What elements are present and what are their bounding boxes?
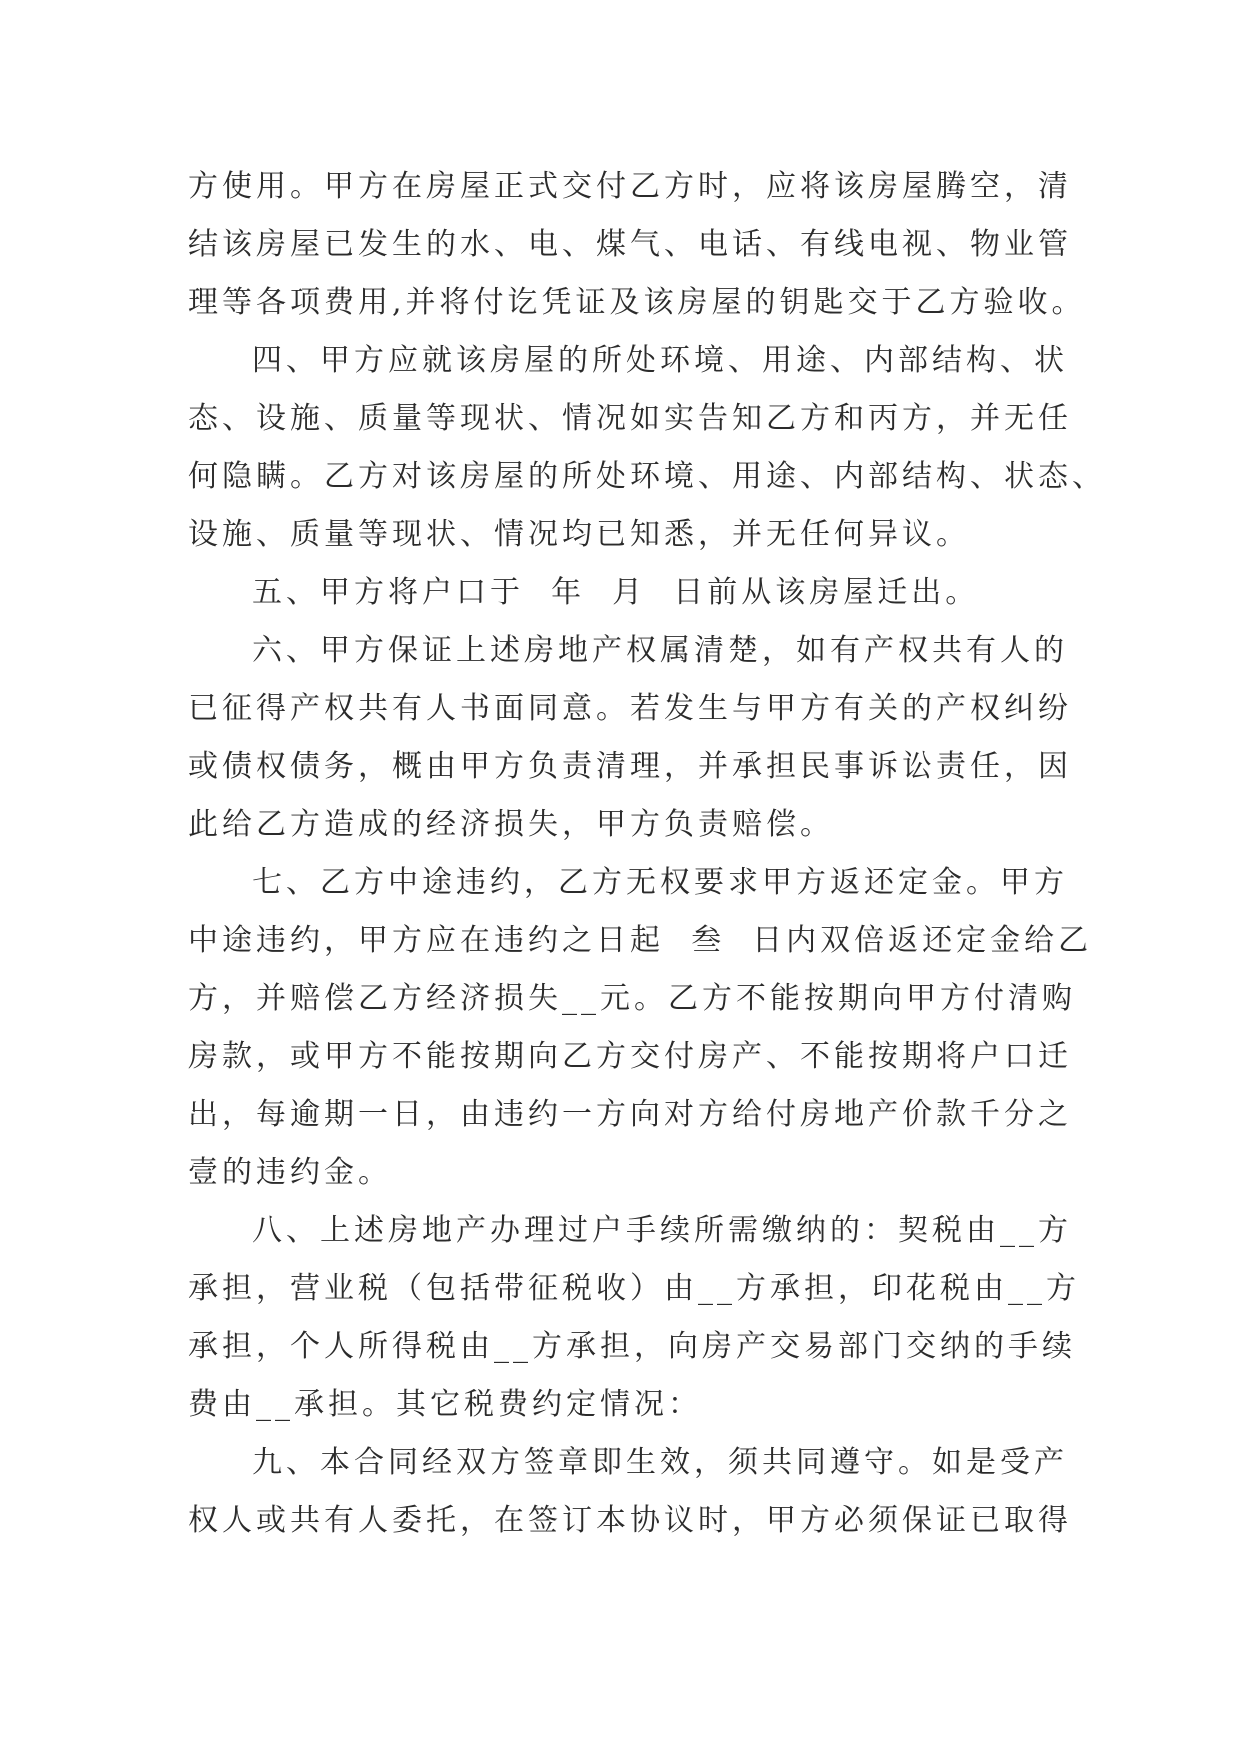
- text-line: 或债权债务，概由甲方负责清理，并承担民事诉讼责任，因: [188, 749, 1072, 784]
- paragraph-clause-9: [188, 1434, 1072, 1550]
- text-line: 承担，个人所得税由__方承担，向房产交易部门交纳的手续: [188, 1329, 1076, 1364]
- paragraph-clause-4: [188, 332, 1106, 564]
- text-line: 九、本合同经双方签章即生效，须共同遵守。如是受产: [252, 1445, 1068, 1480]
- text-line: 理等各项费用,并将付讫凭证及该房屋的钥匙交于乙方验收。: [188, 285, 1086, 320]
- text-line: 何隐瞒。乙方对该房屋的所处环境、用途、内部结构、状态、: [188, 459, 1106, 494]
- paragraph-clause-5: [188, 564, 1060, 622]
- text-line: 六、甲方保证上述房地产权属清楚，如有产权共有人的: [252, 633, 1068, 668]
- text-line: 壹的违约金。: [188, 1155, 392, 1190]
- text-line: 房款，或甲方不能按期向乙方交付房产、不能按期将户口迁: [188, 1039, 1072, 1074]
- text-line: 权人或共有人委托，在签订本协议时，甲方必须保证已取得: [188, 1503, 1072, 1538]
- text-line: 此给乙方造成的经济损失，甲方负责赔偿。: [188, 807, 834, 842]
- text-line: 设施、质量等现状、情况均已知悉，并无任何异议。: [188, 517, 970, 552]
- paragraph-clause-8: [188, 1202, 1080, 1434]
- text-line: 五、甲方将户口于 年 月 日前从该房屋迁出。: [252, 575, 980, 610]
- text-line: 出，每逾期一日，由违约一方向对方给付房地产价款千分之: [188, 1097, 1072, 1132]
- paragraph-clause-3-continued: [188, 158, 1086, 332]
- text-line: 方使用。甲方在房屋正式交付乙方时，应将该房屋腾空，清: [188, 169, 1072, 204]
- paragraph-clause-6: [188, 622, 1072, 854]
- text-line: 结该房屋已发生的水、电、煤气、电话、有线电视、物业管: [188, 227, 1072, 262]
- text-line: 八、上述房地产办理过户手续所需缴纳的：契税由__方: [252, 1213, 1072, 1248]
- text-line: 态、设施、质量等现状、情况如实告知乙方和丙方，并无任: [188, 401, 1072, 436]
- text-line: 承担，营业税（包括带征税收）由__方承担，印花税由__方: [188, 1271, 1080, 1306]
- text-line: 中途违约，甲方应在违约之日起 叁 日内双倍返还定金给乙: [188, 923, 1093, 958]
- document-body: [188, 158, 1106, 1550]
- text-line: 方，并赔偿乙方经济损失__元。乙方不能按期向甲方付清购: [188, 981, 1076, 1016]
- text-line: 已征得产权共有人书面同意。若发生与甲方有关的产权纠纷: [188, 691, 1072, 726]
- text-line: 四、甲方应就该房屋的所处环境、用途、内部结构、状: [252, 343, 1068, 378]
- text-line: 七、乙方中途违约，乙方无权要求甲方返还定金。甲方: [252, 865, 1068, 900]
- paragraph-clause-7: [188, 854, 1093, 1202]
- text-line: 费由__承担。其它税费约定情况：: [188, 1387, 702, 1422]
